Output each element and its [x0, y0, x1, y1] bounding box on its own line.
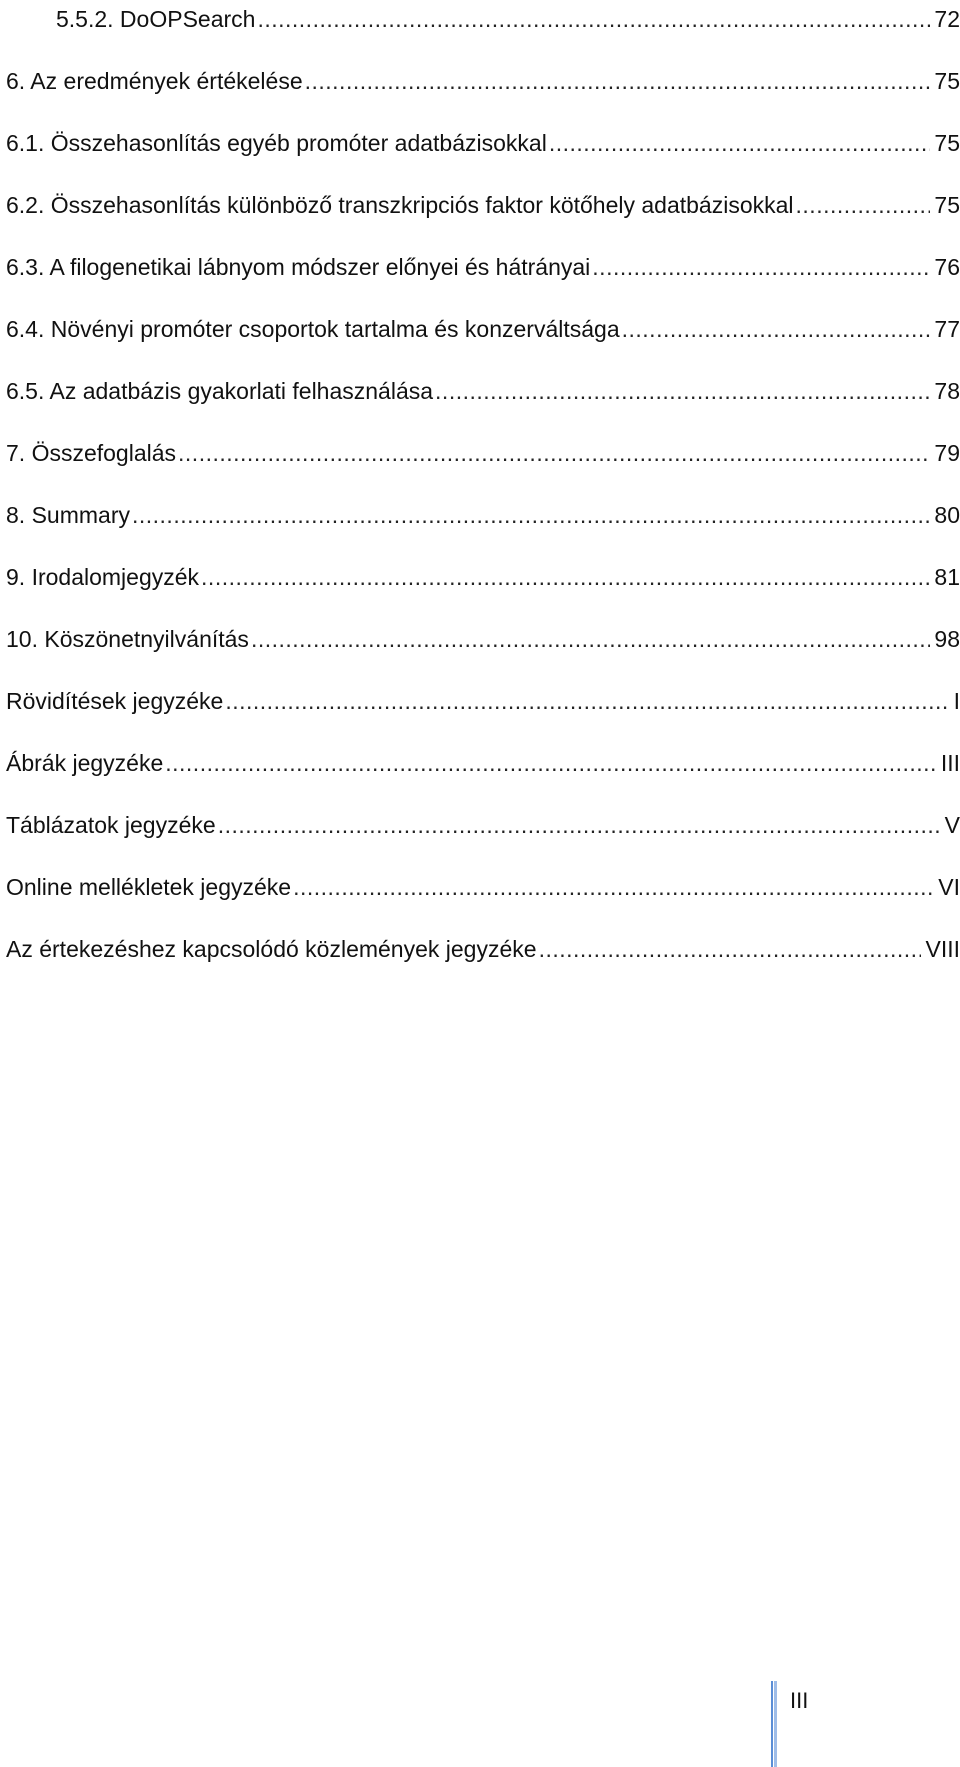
toc-entry-title: 6. Az eredmények értékelése — [6, 68, 303, 94]
toc-dot-leader — [305, 67, 931, 95]
toc-entry-title: 6.4. Növényi promóter csoportok tartalma és konzerváltsága — [6, 316, 620, 342]
toc-entry-title: 6.1. Összehasonlítás egyéb promóter adatbázisokkal — [6, 130, 547, 156]
toc-entry-page: III — [940, 750, 960, 776]
toc-entry-title: 10. Köszönetnyilvánítás — [6, 626, 249, 652]
toc-entry-6[interactable] — [0, 50, 960, 112]
toc-entry-page: 72 — [934, 6, 960, 32]
toc-dot-leader — [201, 563, 930, 591]
toc-entry-page: 77 — [934, 316, 960, 342]
toc-entry-6-2[interactable] — [0, 174, 960, 236]
toc-entry-page: 98 — [934, 626, 960, 652]
toc-entry-title: Az értekezéshez kapcsolódó közlemények jegyzéke — [6, 936, 537, 962]
toc-dot-leader — [435, 377, 930, 405]
footer-page-number: III — [790, 1688, 809, 1713]
toc-entry-title: 9. Irodalomjegyzék — [6, 564, 200, 590]
toc-entry-8[interactable] — [0, 484, 960, 546]
toc-entry-title: 6.3. A filogenetikai lábnyom módszer előnyei és hátrányai — [6, 254, 591, 280]
toc-dot-leader — [218, 811, 941, 839]
toc-entry-online-supplements[interactable] — [0, 856, 960, 918]
toc-entry-page: I — [953, 688, 960, 714]
toc-entry-abbreviations[interactable] — [0, 670, 960, 732]
toc-entry-6-4[interactable] — [0, 298, 960, 360]
toc-entry-6-1[interactable] — [0, 112, 960, 174]
toc-entry-page: 80 — [934, 502, 960, 528]
toc-entry-5-5-2[interactable] — [0, 0, 960, 50]
toc-dot-leader — [178, 439, 930, 467]
toc-dot-leader — [132, 501, 930, 529]
toc-entry-page: 75 — [934, 68, 960, 94]
footer-accent-bar — [771, 1681, 777, 1767]
toc-entry-title: Online mellékletek jegyzéke — [6, 874, 292, 900]
toc-entry-page: V — [944, 812, 960, 838]
toc-entry-page: 81 — [934, 564, 960, 590]
toc-entry-title: 7. Összefoglalás — [6, 440, 177, 466]
toc-entry-title: 8. Summary — [6, 502, 130, 528]
toc-dot-leader — [165, 749, 937, 777]
toc-dot-leader — [549, 129, 931, 157]
toc-entry-title: Ábrák jegyzéke — [6, 750, 164, 776]
toc-entry-title: Táblázatok jegyzéke — [6, 812, 216, 838]
toc-entry-title: 5.5.2. DoOPSearch — [56, 6, 256, 32]
toc-entry-tables[interactable] — [0, 794, 960, 856]
toc-dot-leader — [257, 5, 930, 33]
toc-entry-6-5[interactable] — [0, 360, 960, 422]
toc-entry-page: 76 — [934, 254, 960, 280]
toc-entry-figures[interactable] — [0, 732, 960, 794]
toc-entry-page: 79 — [934, 440, 960, 466]
toc-entry-page: VIII — [925, 936, 960, 962]
toc-entry-9[interactable] — [0, 546, 960, 608]
toc-dot-leader — [225, 687, 949, 715]
toc-entry-title: 6.2. Összehasonlítás különböző transzkripciós faktor kötőhely adatbázisokkal — [6, 192, 794, 218]
toc-entry-6-3[interactable] — [0, 236, 960, 298]
toc-entry-title: 6.5. Az adatbázis gyakorlati felhasználása — [6, 378, 434, 404]
toc-entry-7[interactable] — [0, 422, 960, 484]
toc-entry-10[interactable] — [0, 608, 960, 670]
toc-dot-leader — [251, 625, 930, 653]
toc-entry-page: 75 — [934, 130, 960, 156]
toc-dot-leader — [293, 873, 934, 901]
toc-entry-page: 75 — [934, 192, 960, 218]
toc-entry-publications[interactable] — [0, 918, 960, 980]
toc-entry-title: Rövidítések jegyzéke — [6, 688, 224, 714]
toc-entry-page: 78 — [934, 378, 960, 404]
toc-dot-leader — [796, 191, 931, 219]
toc-dot-leader — [539, 935, 922, 963]
toc-dot-leader — [592, 253, 930, 281]
toc-dot-leader — [622, 315, 931, 343]
toc-entry-page: VI — [938, 874, 960, 900]
